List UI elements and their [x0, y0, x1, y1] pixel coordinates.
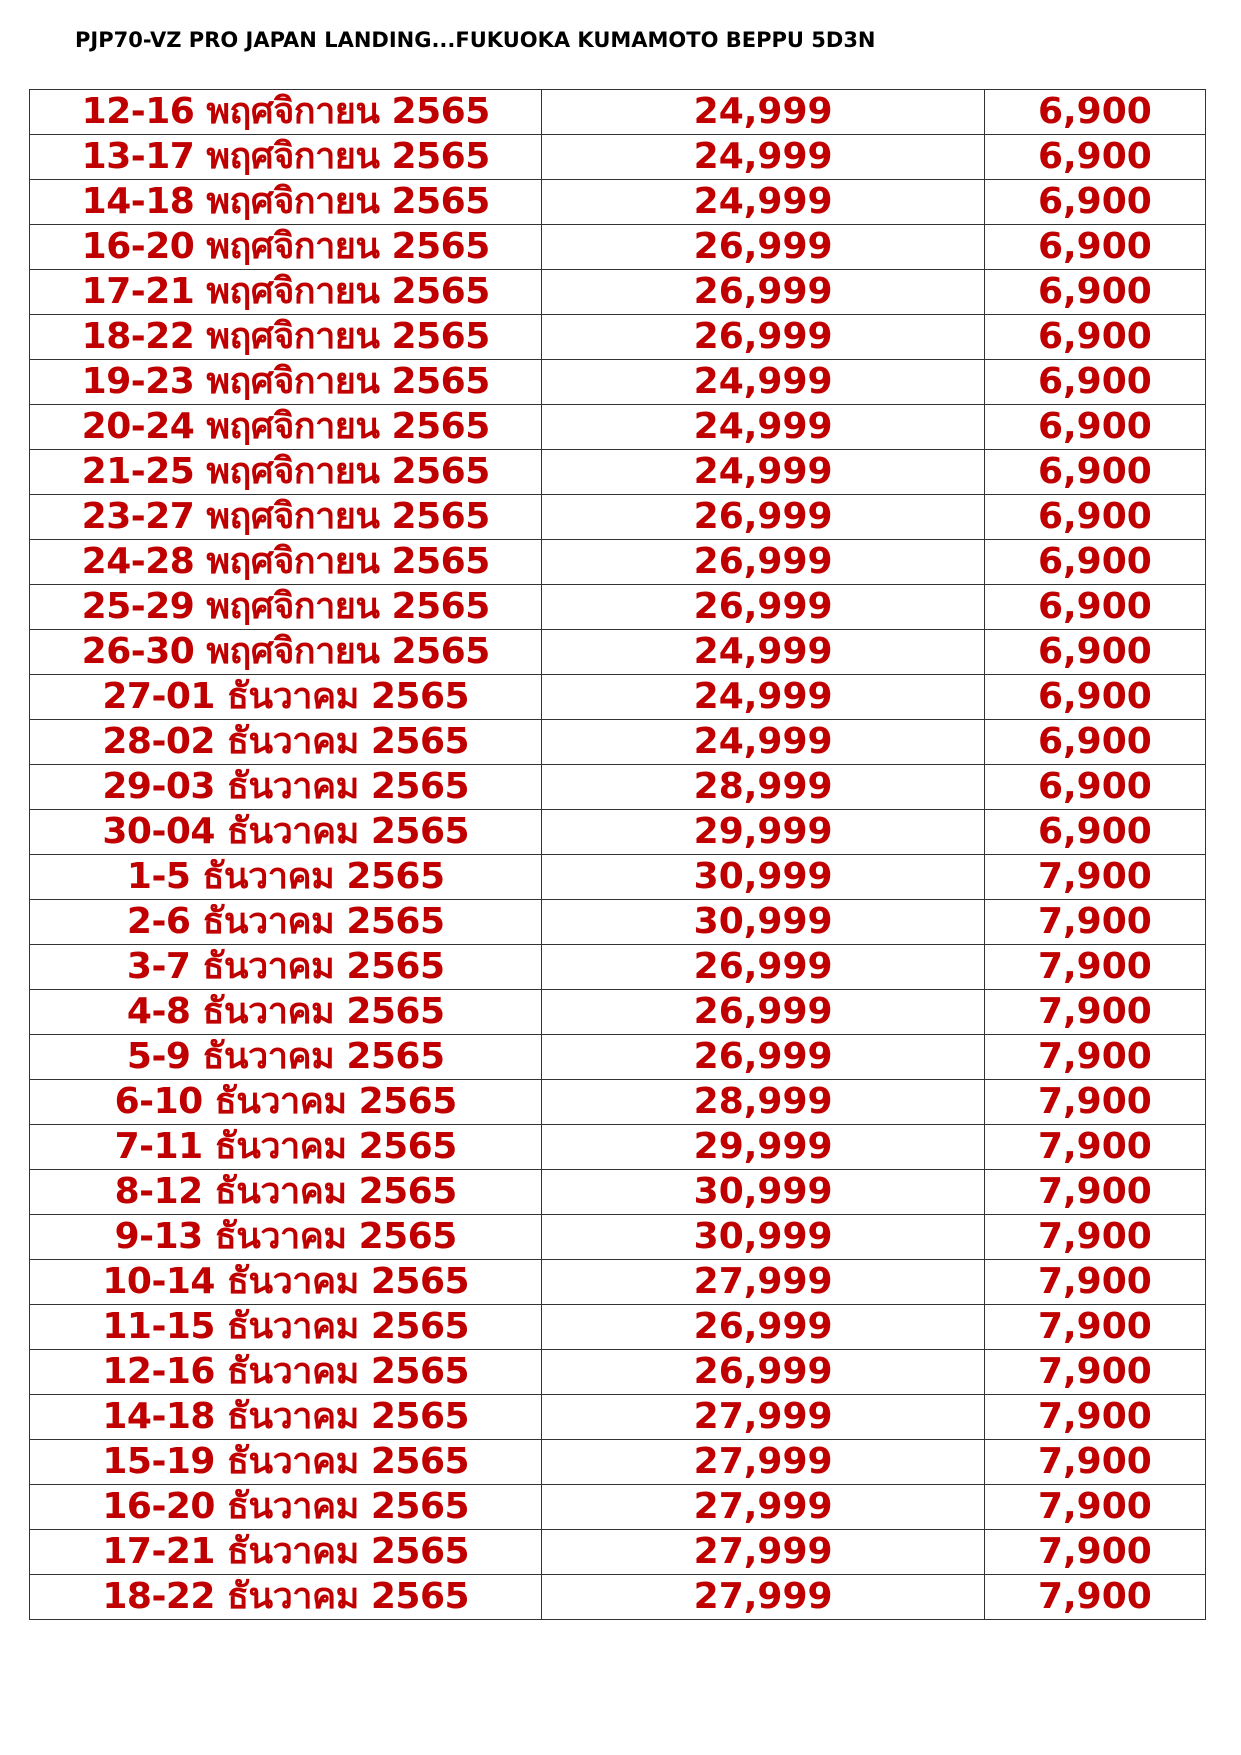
single-supplement-cell: 6,900: [984, 540, 1205, 585]
price-cell: 26,999: [542, 990, 984, 1035]
travel-dates-cell: 2-6 ธันวาคม 2565: [30, 900, 542, 945]
table-row: [30, 1125, 1206, 1170]
travel-dates-cell: 14-18 พฤศจิกายน 2565: [30, 180, 542, 225]
travel-dates-cell: 24-28 พฤศจิกายน 2565: [30, 540, 542, 585]
price-cell: 26,999: [542, 585, 984, 630]
travel-dates-cell: 29-03 ธันวาคม 2565: [30, 765, 542, 810]
single-supplement-cell: 6,900: [984, 630, 1205, 675]
travel-dates-cell: 27-01 ธันวาคม 2565: [30, 675, 542, 720]
table-row: [30, 990, 1206, 1035]
price-cell: 24,999: [542, 90, 984, 135]
table-row: [30, 1260, 1206, 1305]
single-supplement-cell: 7,900: [984, 945, 1205, 990]
travel-dates-cell: 12-16 พฤศจิกายน 2565: [30, 90, 542, 135]
price-cell: 24,999: [542, 135, 984, 180]
single-supplement-cell: 6,900: [984, 90, 1205, 135]
table-row: [30, 315, 1206, 360]
single-supplement-cell: 7,900: [984, 1485, 1205, 1530]
table-row: [30, 1575, 1206, 1620]
single-supplement-cell: 7,900: [984, 1035, 1205, 1080]
single-supplement-cell: 6,900: [984, 495, 1205, 540]
table-row: [30, 1170, 1206, 1215]
single-supplement-cell: 6,900: [984, 225, 1205, 270]
table-row: [30, 225, 1206, 270]
price-table: [29, 89, 1206, 1620]
travel-dates-cell: 12-16 ธันวาคม 2565: [30, 1350, 542, 1395]
single-supplement-cell: 7,900: [984, 1575, 1205, 1620]
travel-dates-cell: 17-21 ธันวาคม 2565: [30, 1530, 542, 1575]
single-supplement-cell: 7,900: [984, 1170, 1205, 1215]
single-supplement-cell: 6,900: [984, 405, 1205, 450]
single-supplement-cell: 7,900: [984, 1305, 1205, 1350]
travel-dates-cell: 6-10 ธันวาคม 2565: [30, 1080, 542, 1125]
single-supplement-cell: 7,900: [984, 1215, 1205, 1260]
travel-dates-cell: 9-13 ธันวาคม 2565: [30, 1215, 542, 1260]
table-row: [30, 855, 1206, 900]
single-supplement-cell: 6,900: [984, 765, 1205, 810]
travel-dates-cell: 3-7 ธันวาคม 2565: [30, 945, 542, 990]
single-supplement-cell: 6,900: [984, 270, 1205, 315]
price-table-body: [30, 90, 1206, 1620]
price-cell: 28,999: [542, 1080, 984, 1125]
price-cell: 27,999: [542, 1260, 984, 1305]
price-cell: 24,999: [542, 405, 984, 450]
price-cell: 27,999: [542, 1530, 984, 1575]
table-row: [30, 450, 1206, 495]
price-cell: 26,999: [542, 945, 984, 990]
travel-dates-cell: 7-11 ธันวาคม 2565: [30, 1125, 542, 1170]
table-row: [30, 720, 1206, 765]
price-cell: 24,999: [542, 675, 984, 720]
price-cell: 24,999: [542, 720, 984, 765]
price-cell: 27,999: [542, 1440, 984, 1485]
price-cell: 26,999: [542, 495, 984, 540]
table-row: [30, 765, 1206, 810]
table-row: [30, 1080, 1206, 1125]
single-supplement-cell: 7,900: [984, 1350, 1205, 1395]
single-supplement-cell: 7,900: [984, 1440, 1205, 1485]
table-row: [30, 1305, 1206, 1350]
table-row: [30, 90, 1206, 135]
travel-dates-cell: 11-15 ธันวาคม 2565: [30, 1305, 542, 1350]
travel-dates-cell: 16-20 พฤศจิกายน 2565: [30, 225, 542, 270]
price-cell: 26,999: [542, 225, 984, 270]
price-cell: 26,999: [542, 315, 984, 360]
table-row: [30, 585, 1206, 630]
price-cell: 27,999: [542, 1395, 984, 1440]
single-supplement-cell: 6,900: [984, 720, 1205, 765]
single-supplement-cell: 7,900: [984, 1260, 1205, 1305]
travel-dates-cell: 20-24 พฤศจิกายน 2565: [30, 405, 542, 450]
price-cell: 24,999: [542, 630, 984, 675]
single-supplement-cell: 6,900: [984, 675, 1205, 720]
single-supplement-cell: 6,900: [984, 810, 1205, 855]
price-cell: 30,999: [542, 855, 984, 900]
table-row: [30, 675, 1206, 720]
table-row: [30, 1530, 1206, 1575]
single-supplement-cell: 6,900: [984, 585, 1205, 630]
single-supplement-cell: 6,900: [984, 450, 1205, 495]
travel-dates-cell: 14-18 ธันวาคม 2565: [30, 1395, 542, 1440]
travel-dates-cell: 8-12 ธันวาคม 2565: [30, 1170, 542, 1215]
price-cell: 26,999: [542, 1350, 984, 1395]
price-cell: 27,999: [542, 1485, 984, 1530]
price-cell: 29,999: [542, 810, 984, 855]
single-supplement-cell: 7,900: [984, 1080, 1205, 1125]
table-row: [30, 810, 1206, 855]
price-cell: 26,999: [542, 270, 984, 315]
price-cell: 26,999: [542, 1035, 984, 1080]
table-row: [30, 540, 1206, 585]
travel-dates-cell: 19-23 พฤศจิกายน 2565: [30, 360, 542, 405]
price-cell: 30,999: [542, 900, 984, 945]
travel-dates-cell: 5-9 ธันวาคม 2565: [30, 1035, 542, 1080]
travel-dates-cell: 16-20 ธันวาคม 2565: [30, 1485, 542, 1530]
single-supplement-cell: 7,900: [984, 1530, 1205, 1575]
single-supplement-cell: 6,900: [984, 315, 1205, 360]
single-supplement-cell: 7,900: [984, 990, 1205, 1035]
table-row: [30, 945, 1206, 990]
travel-dates-cell: 13-17 พฤศจิกายน 2565: [30, 135, 542, 180]
table-row: [30, 1395, 1206, 1440]
table-row: [30, 900, 1206, 945]
single-supplement-cell: 7,900: [984, 1395, 1205, 1440]
price-cell: 30,999: [542, 1215, 984, 1260]
price-cell: 26,999: [542, 540, 984, 585]
price-cell: 29,999: [542, 1125, 984, 1170]
table-row: [30, 135, 1206, 180]
table-row: [30, 180, 1206, 225]
table-row: [30, 1035, 1206, 1080]
single-supplement-cell: 7,900: [984, 855, 1205, 900]
travel-dates-cell: 10-14 ธันวาคม 2565: [30, 1260, 542, 1305]
table-row: [30, 1485, 1206, 1530]
price-cell: 26,999: [542, 1305, 984, 1350]
price-cell: 30,999: [542, 1170, 984, 1215]
table-row: [30, 405, 1206, 450]
single-supplement-cell: 6,900: [984, 360, 1205, 405]
table-row: [30, 1350, 1206, 1395]
travel-dates-cell: 23-27 พฤศจิกายน 2565: [30, 495, 542, 540]
price-cell: 24,999: [542, 360, 984, 405]
table-row: [30, 495, 1206, 540]
travel-dates-cell: 28-02 ธันวาคม 2565: [30, 720, 542, 765]
table-row: [30, 1215, 1206, 1260]
single-supplement-cell: 6,900: [984, 135, 1205, 180]
travel-dates-cell: 18-22 ธันวาคม 2565: [30, 1575, 542, 1620]
table-row: [30, 360, 1206, 405]
travel-dates-cell: 25-29 พฤศจิกายน 2565: [30, 585, 542, 630]
travel-dates-cell: 17-21 พฤศจิกายน 2565: [30, 270, 542, 315]
price-cell: 28,999: [542, 765, 984, 810]
travel-dates-cell: 18-22 พฤศจิกายน 2565: [30, 315, 542, 360]
page-title: PJP70-VZ PRO JAPAN LANDING...FUKUOKA KUMAMOTO BEPPU 5D3N: [75, 28, 876, 52]
single-supplement-cell: 7,900: [984, 900, 1205, 945]
price-cell: 24,999: [542, 180, 984, 225]
table-row: [30, 1440, 1206, 1485]
travel-dates-cell: 1-5 ธันวาคม 2565: [30, 855, 542, 900]
table-row: [30, 630, 1206, 675]
travel-dates-cell: 26-30 พฤศจิกายน 2565: [30, 630, 542, 675]
table-row: [30, 270, 1206, 315]
price-cell: 27,999: [542, 1575, 984, 1620]
travel-dates-cell: 4-8 ธันวาคม 2565: [30, 990, 542, 1035]
travel-dates-cell: 15-19 ธันวาคม 2565: [30, 1440, 542, 1485]
price-cell: 24,999: [542, 450, 984, 495]
travel-dates-cell: 21-25 พฤศจิกายน 2565: [30, 450, 542, 495]
travel-dates-cell: 30-04 ธันวาคม 2565: [30, 810, 542, 855]
single-supplement-cell: 7,900: [984, 1125, 1205, 1170]
single-supplement-cell: 6,900: [984, 180, 1205, 225]
